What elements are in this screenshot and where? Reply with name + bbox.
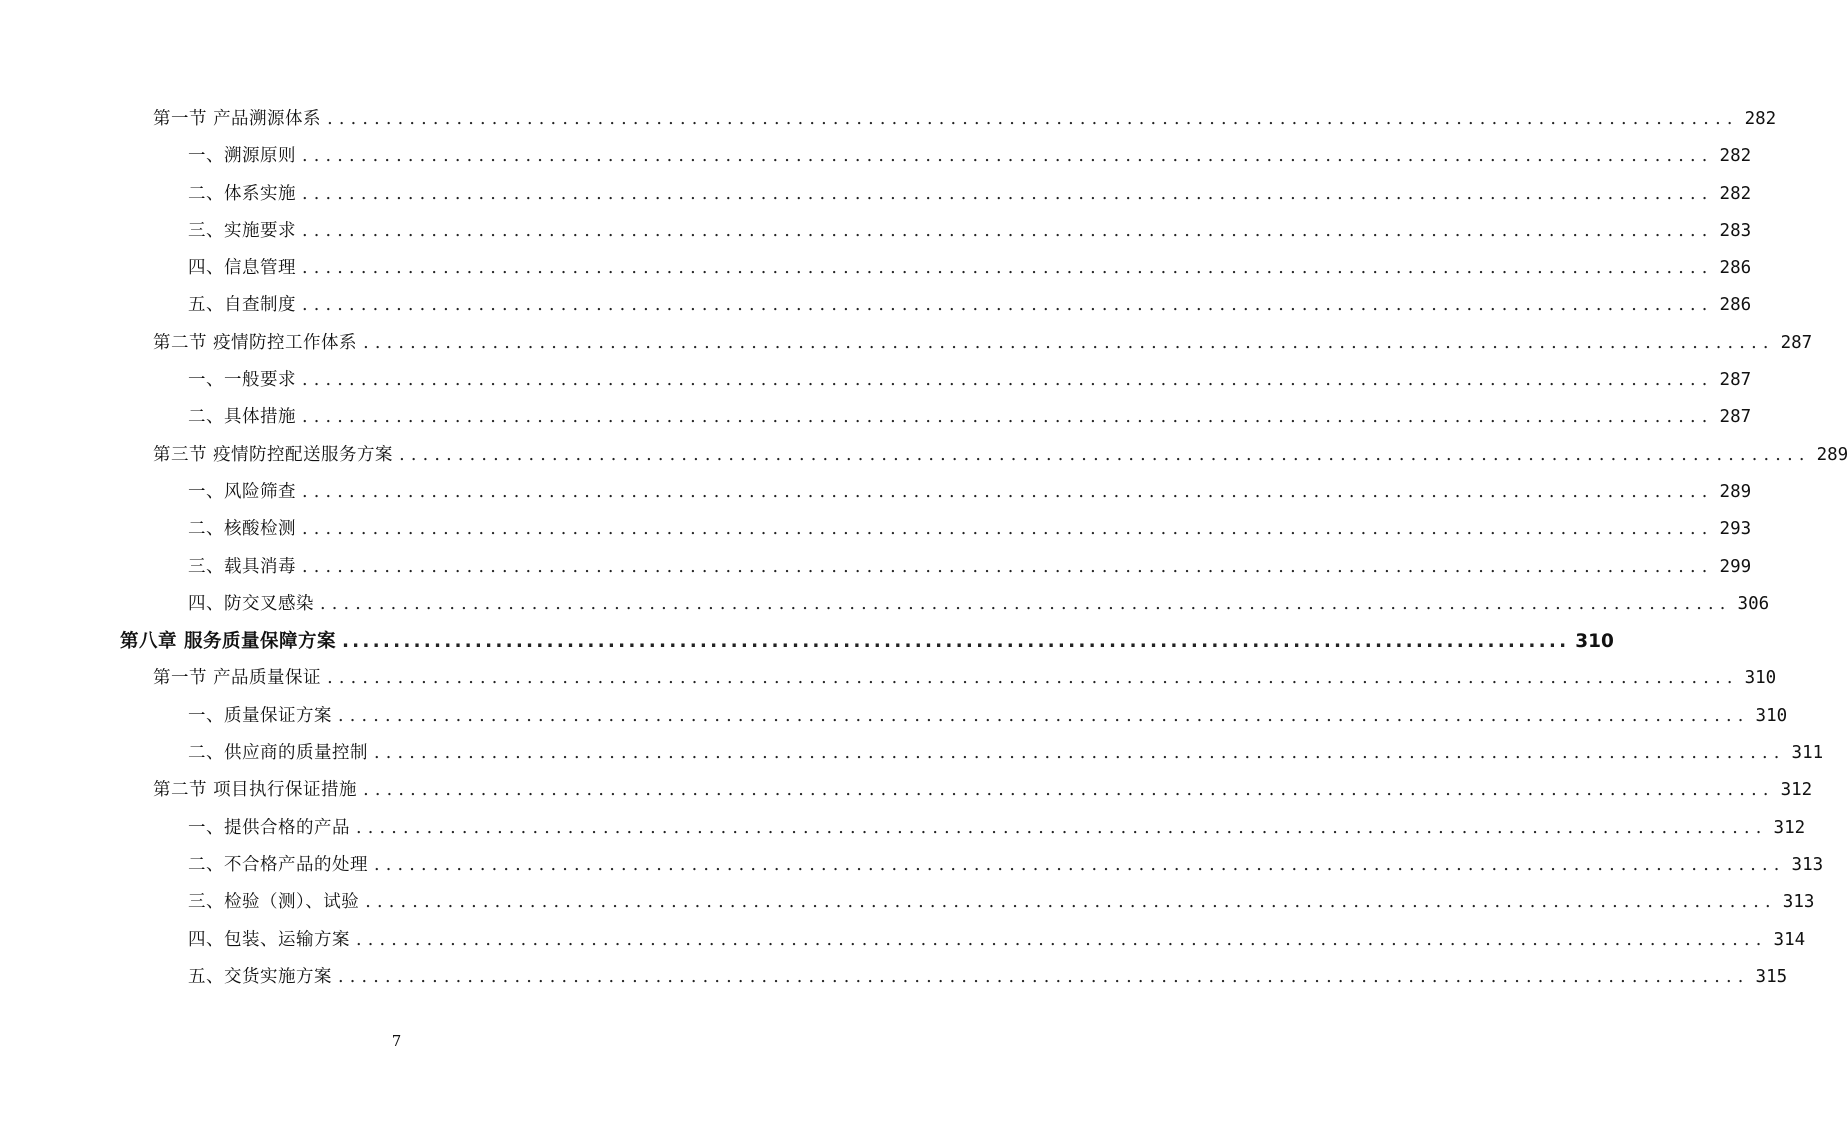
toc-dot-leader: ........................................................................................................................ [338,966,1750,987]
toc-entry-page-number: 282 [1719,183,1752,204]
toc-entry-section[interactable] [0,772,1813,809]
toc-entry-title: 一、提供合格的产品 [188,817,350,838]
toc-entry-page-number: 293 [1719,519,1752,540]
toc-entry-title: 第二节 项目执行保证措施 [153,780,358,801]
toc-dot-leader: ........................................................................................................................ [302,258,1714,279]
toc-entry-page-number: 287 [1780,332,1813,353]
toc-entry-item[interactable] [0,287,1752,324]
toc-entry-page-number: 286 [1719,295,1752,316]
toc-entry-title: 第一节 产品溯源体系 [153,109,322,129]
toc-entry-title: 二、不合格产品的处理 [188,854,368,875]
toc-entry-line [153,101,1777,138]
toc-dot-leader: ........................................................................................................................ [302,295,1714,316]
toc-entry-page-number: 312 [1780,780,1813,801]
toc-entry-item[interactable] [0,362,1752,399]
toc-entry-page-number: 306 [1737,593,1770,614]
toc-entry-title: 四、信息管理 [188,258,296,279]
toc-entry-item[interactable] [0,250,1752,287]
toc-entry-page-number: 289 [1719,481,1752,502]
toc-entry-page-number: 282 [1719,146,1752,167]
toc-entry-line [188,959,1788,996]
toc-entry-line [188,474,1752,511]
toc-entry-title: 二、体系实施 [188,183,296,204]
toc-entry-line [188,362,1752,399]
toc-entry-section[interactable] [0,101,1777,138]
toc-entry-line [188,287,1752,324]
toc-dot-leader: ........................................................................................................................ [302,370,1714,391]
toc-entry-item[interactable] [0,586,1770,623]
toc-entry-title: 三、检验（测）、试验 [188,892,360,913]
toc-entry-line [188,250,1752,287]
toc-entry-item[interactable] [0,810,1806,847]
toc-entry-page-number: 312 [1773,817,1806,838]
toc-entry-item[interactable] [0,922,1806,959]
toc-entry-line [153,660,1777,697]
toc-dot-leader: ........................................................................................................................ [363,780,1775,801]
toc-entry-line [188,847,1824,884]
toc-entry-line [153,437,1848,474]
toc-entry-line [188,138,1752,175]
toc-dot-leader: ........................................................................................................................ [302,146,1714,167]
toc-dot-leader: ........................................................................................................................ [327,668,1739,689]
toc-entry-page-number: 282 [1744,109,1777,129]
toc-entry-item[interactable] [0,735,1824,772]
toc-entry-item[interactable] [0,698,1788,735]
toc-entry-title: 第八章 服务质量保障方案 [120,631,336,653]
toc-entry-title: 一、溯源原则 [188,146,296,167]
toc-dot-leader: ........................................................................................................................ [320,593,1732,614]
toc-entry-line [188,922,1806,959]
toc-dot-leader: ........................................................................................................................ [356,929,1768,950]
toc-dot-leader: ........................................................................................................................ [302,183,1714,204]
toc-entry-line [120,623,1614,660]
toc-entry-page-number: 287 [1719,407,1752,428]
toc-entry-section[interactable] [0,437,1848,474]
toc-entry-page-number: 289 [1816,444,1848,465]
toc-entry-page-number: 286 [1719,258,1752,279]
toc-entry-line [188,213,1752,250]
toc-dot-leader: ........................................................................................................................ [365,892,1777,913]
toc-entry-section[interactable] [0,660,1777,697]
toc-entry-title: 四、防交叉感染 [188,593,314,614]
toc-entry-page-number: 315 [1755,966,1788,987]
toc-entry-title: 三、载具消毒 [188,556,296,577]
toc-entry-title: 四、包装、运输方案 [188,929,350,950]
toc-entry-line [188,176,1752,213]
toc-entry-page-number: 287 [1719,370,1752,391]
toc-dot-leader: ........................................................................................................................ [341,631,1570,653]
toc-dot-leader: ........................................................................................................................ [302,481,1714,502]
toc-entry-section[interactable] [0,325,1813,362]
toc-entry-title: 五、自查制度 [188,295,296,316]
toc-entry-page-number: 283 [1719,220,1752,241]
toc-entry-page-number: 313 [1791,854,1824,875]
toc-entry-item[interactable] [0,138,1752,175]
toc-entry-item[interactable] [0,549,1752,586]
toc-dot-leader: ........................................................................................................................ [363,332,1775,353]
toc-dot-leader: ........................................................................................................................ [302,220,1714,241]
toc-entry-line [188,399,1752,436]
toc-entry-page-number: 314 [1773,929,1806,950]
toc-entry-item[interactable] [0,959,1788,996]
toc-entry-title: 三、实施要求 [188,220,296,241]
toc-dot-leader: ........................................................................................................................ [374,743,1786,764]
toc-entry-title: 一、一般要求 [188,370,296,391]
toc-entry-page-number: 310 [1744,668,1777,689]
toc-entry-line [188,586,1770,623]
toc-entry-title: 二、供应商的质量控制 [188,743,368,764]
toc-entry-title: 二、核酸检测 [188,519,296,540]
toc-entry-line [153,325,1813,362]
toc-entry-title: 五、交货实施方案 [188,966,332,987]
toc-entry-title: 第三节 疫情防控配送服务方案 [153,444,394,465]
toc-entry-item[interactable] [0,884,1815,921]
toc-entry-line [188,735,1824,772]
toc-entry-item[interactable] [0,474,1752,511]
toc-entry-title: 一、质量保证方案 [188,705,332,726]
toc-entry-item[interactable] [0,176,1752,213]
toc-entry-page-number: 299 [1719,556,1752,577]
toc-dot-leader: ........................................................................................................................ [302,407,1714,428]
toc-entry-item[interactable] [0,847,1824,884]
table-of-contents [0,101,1848,996]
toc-entry-line [188,549,1752,586]
toc-entry-page-number: 313 [1782,892,1815,913]
toc-entry-page-number: 310 [1755,705,1788,726]
toc-entry-page-number: 310 [1575,631,1614,653]
toc-entry-line [153,772,1813,809]
toc-entry-title: 二、具体措施 [188,407,296,428]
toc-entry-title: 一、风险筛查 [188,481,296,502]
toc-dot-leader: ........................................................................................................................ [302,519,1714,540]
toc-entry-line [188,698,1788,735]
toc-dot-leader: ........................................................................................................................ [302,556,1714,577]
toc-entry-item[interactable] [0,213,1752,250]
toc-entry-line [188,511,1752,548]
toc-entry-item[interactable] [0,399,1752,436]
toc-entry-chapter[interactable] [0,623,1614,660]
toc-dot-leader: ........................................................................................................................ [399,444,1811,465]
toc-entry-title: 第一节 产品质量保证 [153,668,322,689]
toc-entry-title: 第二节 疫情防控工作体系 [153,332,358,353]
toc-dot-leader: ........................................................................................................................ [374,854,1786,875]
toc-entry-page-number: 311 [1791,743,1824,764]
toc-entry-line [188,810,1806,847]
toc-dot-leader: ........................................................................................................................ [338,705,1750,726]
toc-dot-leader: ........................................................................................................................ [327,109,1739,129]
toc-entry-item[interactable] [0,511,1752,548]
page-number: 7 [391,1032,402,1050]
toc-dot-leader: ........................................................................................................................ [356,817,1768,838]
toc-entry-line [188,884,1815,921]
